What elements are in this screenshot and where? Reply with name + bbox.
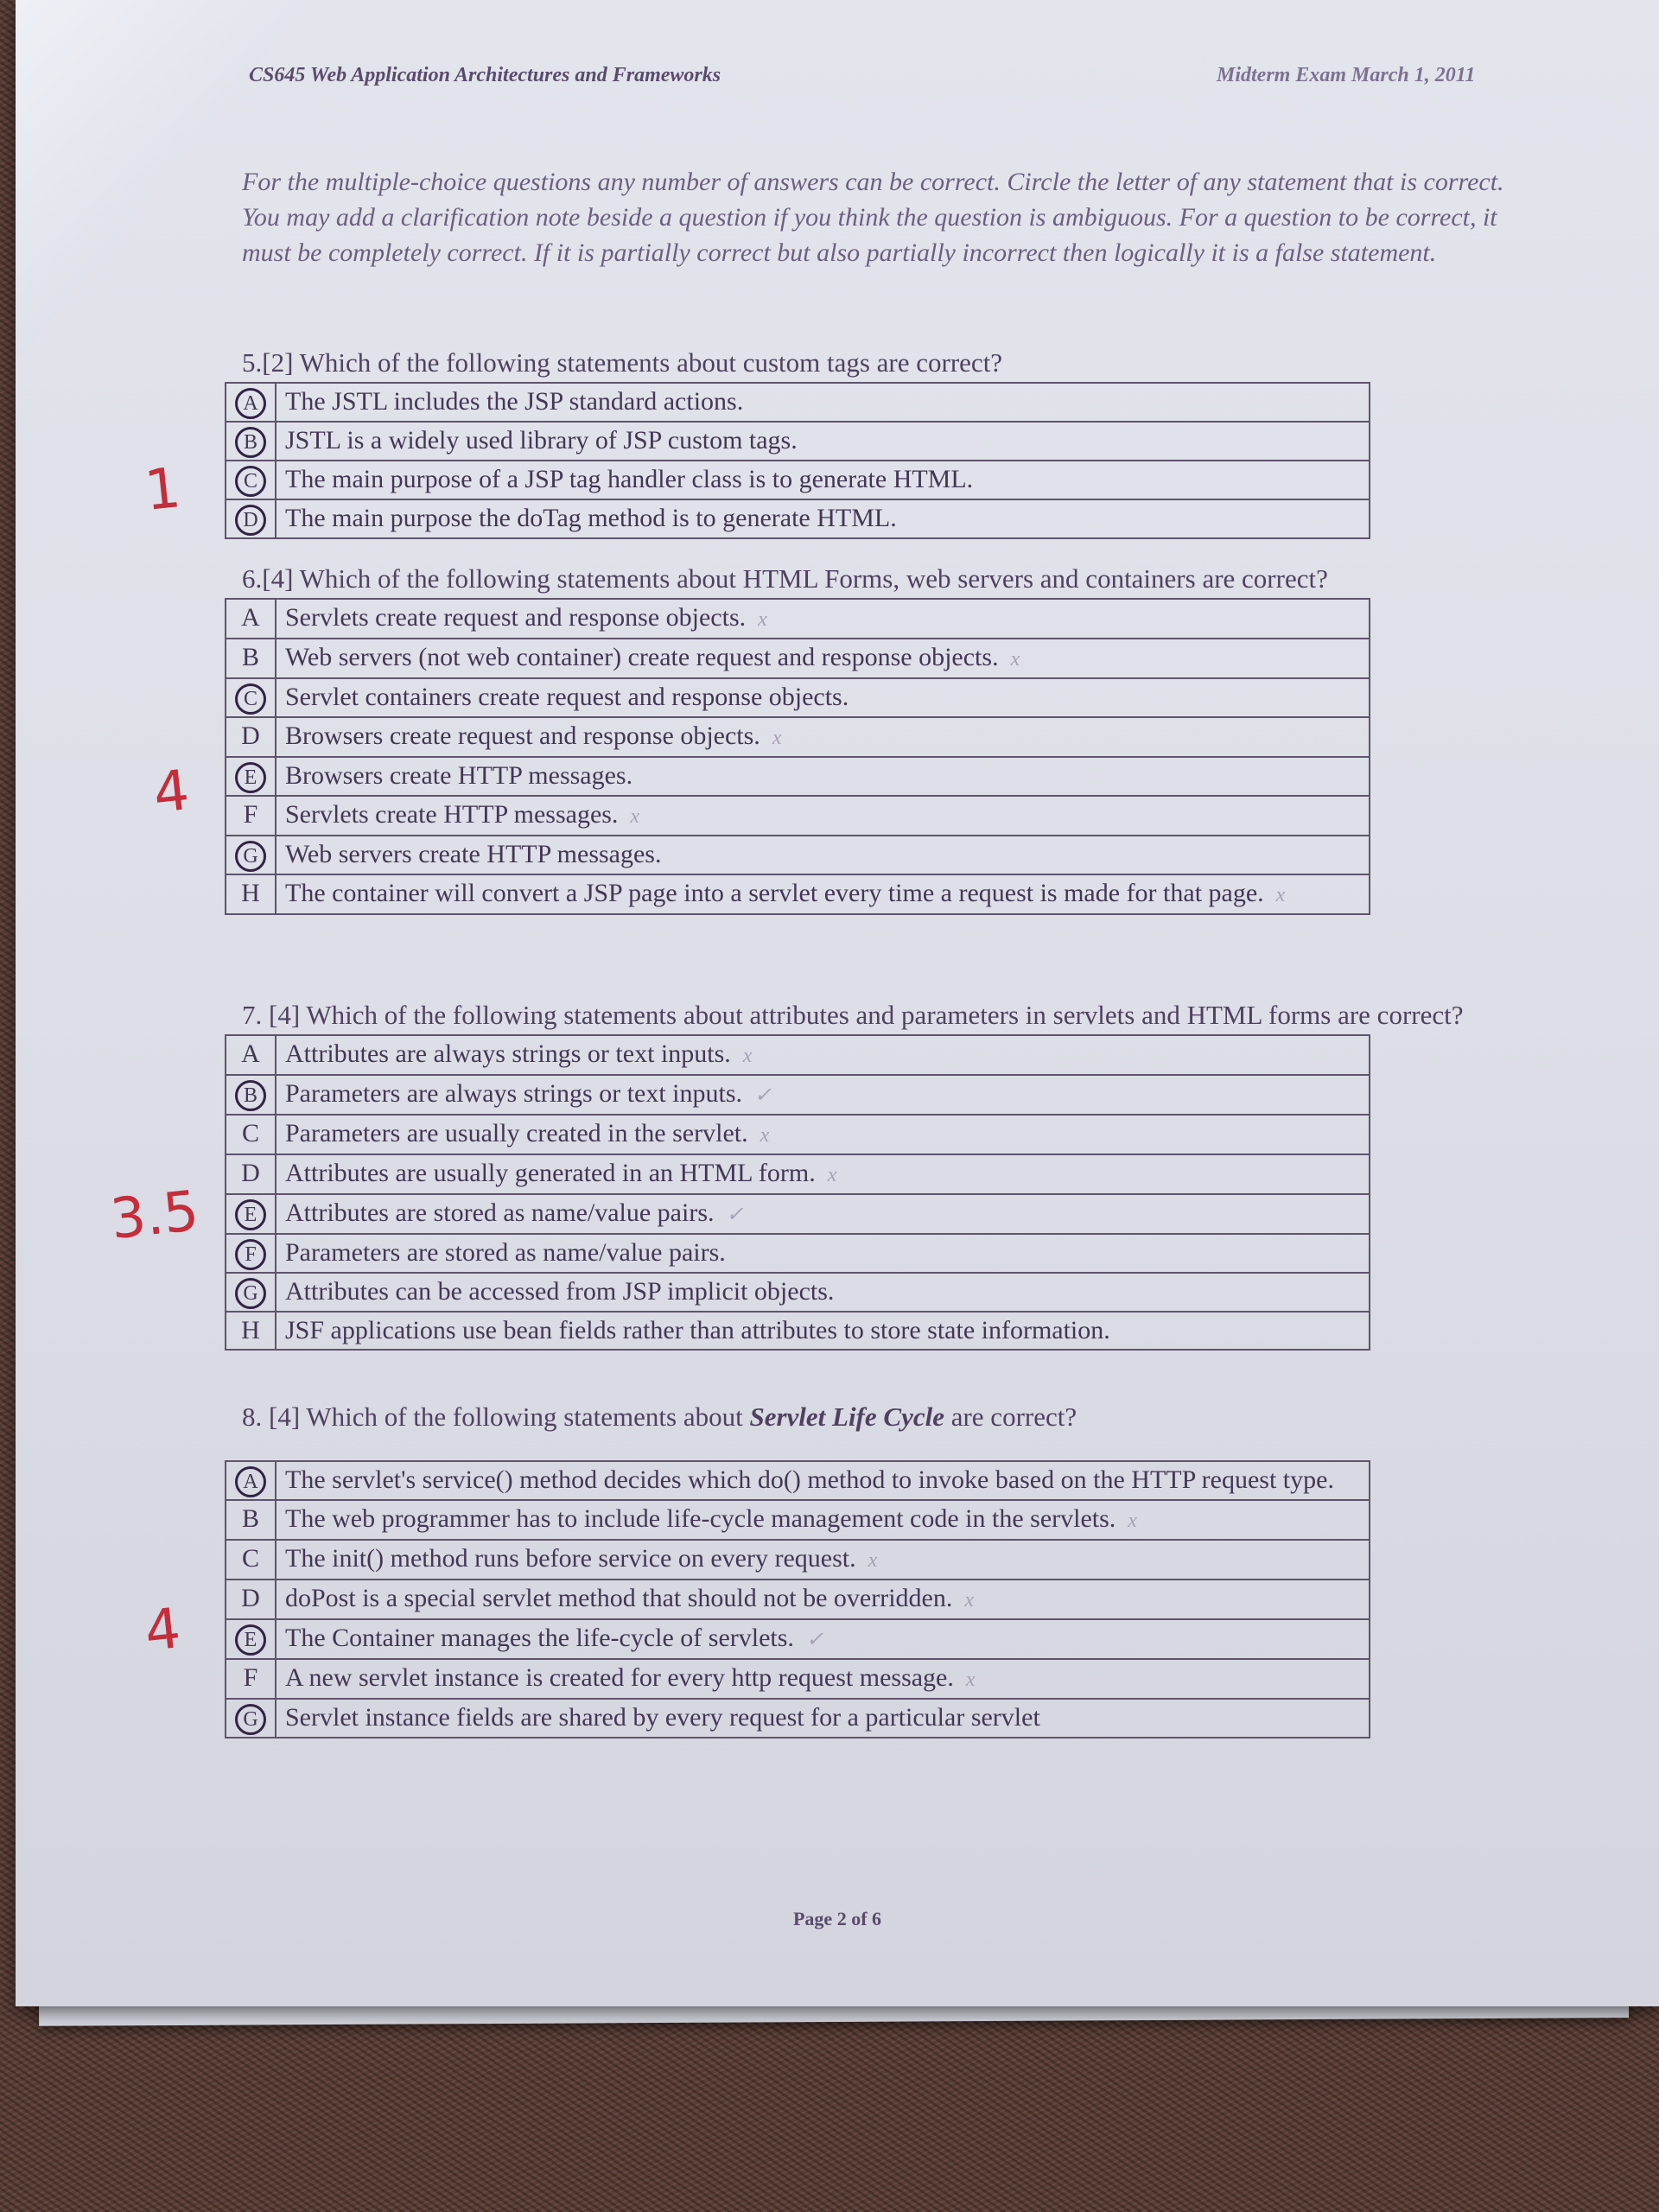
option-row [226, 836, 1370, 874]
score-mark: 4 [150, 759, 193, 826]
circled-option-letter: A [235, 1466, 266, 1497]
option-row [226, 639, 1370, 678]
grading-mark: ✓ [726, 1204, 744, 1226]
option-letter-cell[interactable] [226, 422, 276, 461]
option-row [226, 1500, 1370, 1540]
option-text: JSF applications use bean fields rather than attributes to store state information. [285, 1316, 1110, 1344]
question-title: 6.[4] Which of the following statements about HTML Forms, web servers and containers are correct? [242, 563, 1328, 594]
page-header [16, 54, 1659, 105]
course-title: CS645 Web Application Architectures and Frameworks [249, 64, 721, 86]
grading-mark: x [742, 1045, 753, 1067]
option-row [226, 1699, 1370, 1738]
option-text-cell [276, 639, 1370, 678]
option-letter: A [241, 603, 260, 632]
circled-option-letter: E [235, 1624, 266, 1656]
option-text: doPost is a special servlet method that should not be overridden. [285, 1584, 953, 1612]
option-row [226, 717, 1370, 757]
exam-title: Midterm Exam March 1, 2011 [1217, 64, 1476, 86]
option-letter-cell[interactable] [226, 757, 276, 796]
option-text: The init() method runs before service on every request. [285, 1544, 856, 1573]
option-row [226, 599, 1370, 639]
option-text-cell [276, 796, 1370, 836]
option-text: JSTL is a widely used library of JSP custom tags. [285, 426, 798, 454]
question-title: 5.[2] Which of the following statements about custom tags are correct? [242, 347, 1003, 378]
question-6 [242, 562, 1495, 915]
option-text: Web servers create HTTP messages. [285, 840, 662, 868]
option-text-cell [276, 1035, 1370, 1075]
grading-mark: x [630, 805, 640, 828]
option-text: A new servlet instance is created for every http request message. [285, 1663, 954, 1692]
instructions: For the multiple-choice questions any number of answers can be correct. Circle the letter of any statement that is correct. You may add a clarification note beside a question if you think the question is ambiguous. For a question to be correct, it must be completely correct. If it is partially correct but also partially incorrect then logically it is a false statement. [242, 168, 1504, 267]
circled-option-letter: G [235, 1278, 266, 1309]
option-letter: F [243, 1663, 258, 1692]
option-letter-cell[interactable] [226, 1540, 276, 1580]
option-text: Parameters are stored as name/value pairs. [285, 1238, 726, 1267]
option-text: The web programmer has to include life-cycle management code in the servlets. [285, 1504, 1116, 1533]
option-letter-cell[interactable] [226, 796, 276, 836]
option-text-cell [276, 599, 1370, 639]
page-number: Page 2 of 6 [792, 1908, 882, 1929]
option-letter: D [241, 1584, 260, 1612]
grading-mark: x [1275, 884, 1286, 906]
option-letter: B [241, 643, 259, 671]
option-letter-cell[interactable] [226, 1115, 276, 1154]
option-row [226, 1619, 1370, 1659]
option-text-cell [276, 1312, 1370, 1350]
option-row [226, 678, 1370, 717]
grading-mark: ✓ [805, 1629, 824, 1651]
option-text-cell [276, 1461, 1370, 1500]
option-text: Browsers create request and response objects. [285, 721, 760, 750]
option-text-cell [276, 1580, 1370, 1619]
option-row [226, 1194, 1370, 1234]
circled-option-letter: F [235, 1239, 266, 1270]
option-letter-cell[interactable] [226, 836, 276, 874]
question-8 [242, 1400, 1495, 1738]
grading-mark: x [1128, 1510, 1137, 1532]
option-letter: C [241, 1544, 259, 1573]
option-row [226, 1234, 1370, 1273]
option-text: Attributes are usually generated in an HTML form. [285, 1159, 816, 1187]
option-text: Browsers create HTTP messages. [285, 761, 633, 790]
option-row [226, 1461, 1370, 1500]
option-text-cell [276, 1500, 1370, 1540]
option-letter: A [241, 1039, 260, 1068]
score-mark: 3.5 [107, 1179, 202, 1253]
circled-option-letter: C [235, 683, 266, 715]
option-letter-cell[interactable] [226, 1699, 276, 1738]
option-text-cell [276, 1075, 1370, 1115]
option-row [226, 796, 1370, 836]
grading-mark: x [760, 1124, 770, 1147]
option-text: The servlet's service() method decides which do() method to invoke based on the HTTP request type. [285, 1465, 1334, 1494]
circled-option-letter: B [235, 1080, 266, 1111]
grading-mark: x [758, 608, 767, 631]
option-letter-cell[interactable] [226, 1194, 276, 1234]
option-row [226, 1659, 1370, 1699]
option-text-cell [276, 499, 1370, 538]
option-text: Servlets create request and response objects. [285, 603, 747, 632]
option-text: Attributes are stored as name/value pairs. [285, 1198, 715, 1227]
option-letter-cell[interactable] [226, 1580, 276, 1619]
option-letter-cell[interactable] [226, 461, 276, 499]
grading-mark: ✓ [754, 1084, 772, 1107]
option-letter-cell[interactable] [226, 678, 276, 717]
title-text: 8. [4] Which of the following statements about [242, 1402, 750, 1432]
option-text-cell [276, 1619, 1370, 1659]
option-letter-cell[interactable] [226, 1075, 276, 1115]
option-letter-cell[interactable] [226, 1659, 276, 1699]
option-text-cell [276, 1154, 1370, 1194]
option-text: The main purpose the doTag method is to generate HTML. [285, 504, 897, 532]
option-text-cell [276, 678, 1370, 717]
option-row [226, 1154, 1370, 1194]
grading-mark: x [868, 1549, 878, 1572]
option-text-cell [276, 461, 1370, 499]
option-row [226, 1035, 1370, 1075]
grading-mark: x [1010, 648, 1020, 671]
option-row [226, 1540, 1370, 1580]
question-title [242, 1400, 1495, 1434]
option-letter-cell[interactable] [226, 639, 276, 678]
option-text-cell [276, 874, 1370, 914]
option-letter-cell[interactable] [226, 1273, 276, 1312]
options-table [225, 1460, 1370, 1738]
option-row [226, 1075, 1370, 1115]
option-text: Attributes can be accessed from JSP implicit objects. [285, 1277, 835, 1306]
option-text: The main purpose of a JSP tag handler class is to generate HTML. [285, 465, 974, 493]
option-letter-cell[interactable] [226, 499, 276, 538]
option-text-cell [276, 383, 1370, 422]
option-text: Servlet instance fields are shared by every request for a particular servlet [285, 1703, 1040, 1732]
option-row [226, 1273, 1370, 1312]
option-letter: B [241, 1504, 259, 1533]
option-letter: H [241, 879, 260, 907]
score-mark: 1 [142, 456, 184, 524]
option-text-cell [276, 1659, 1370, 1699]
circled-option-letter: C [235, 466, 266, 497]
option-letter-cell[interactable] [226, 383, 276, 422]
option-text-cell [276, 1540, 1370, 1580]
option-letter: C [241, 1119, 259, 1147]
option-text: Parameters are usually created in the servlet. [285, 1119, 748, 1147]
option-text: Parameters are always strings or text inputs. [285, 1079, 743, 1108]
option-letter-cell[interactable] [226, 717, 276, 757]
option-text: Servlet containers create request and response objects. [285, 683, 849, 711]
option-letter: D [241, 721, 260, 750]
option-letter-cell[interactable] [226, 1619, 276, 1659]
option-text: The container will convert a JSP page into a servlet every time a request is made for that page. [285, 879, 1264, 907]
option-row [226, 874, 1370, 914]
question-title: 7. [4] Which of the following statements about attributes and parameters in servlets and HTML forms are correct? [242, 1000, 1464, 1030]
question-7 [242, 998, 1495, 1351]
grading-mark: x [827, 1164, 837, 1186]
option-row [226, 1312, 1370, 1350]
option-row [226, 461, 1370, 499]
question-5 [242, 346, 1495, 539]
circled-option-letter: D [235, 505, 266, 536]
option-text-cell [276, 1699, 1370, 1738]
circled-option-letter: E [235, 1199, 266, 1230]
option-row [226, 383, 1370, 422]
title-emphasis: Servlet Life Cycle [749, 1402, 944, 1432]
option-text: Web servers (not web container) create request and response objects. [285, 643, 999, 671]
circled-option-letter: B [235, 427, 266, 458]
circled-option-letter: A [235, 388, 266, 419]
option-letter-cell[interactable] [226, 1154, 276, 1194]
exam-page [16, 0, 1659, 2006]
option-letter: H [241, 1316, 260, 1344]
option-row [226, 499, 1370, 538]
option-letter-cell[interactable] [226, 1500, 276, 1540]
grading-mark: x [965, 1669, 976, 1691]
option-row [226, 757, 1370, 796]
option-text-cell [276, 1194, 1370, 1234]
option-row [226, 1580, 1370, 1619]
option-letter: D [241, 1159, 260, 1187]
option-text-cell [276, 717, 1370, 757]
option-letter-cell[interactable] [226, 1312, 276, 1350]
title-text: are correct? [944, 1402, 1077, 1432]
option-letter-cell[interactable] [226, 1461, 276, 1500]
circled-option-letter: G [235, 1704, 266, 1735]
options-table [225, 382, 1370, 539]
option-row [226, 1115, 1370, 1154]
option-text-cell [276, 1234, 1370, 1273]
option-text: The Container manages the life-cycle of servlets. [285, 1624, 794, 1652]
option-letter-cell[interactable] [226, 874, 276, 914]
option-letter-cell[interactable] [226, 1234, 276, 1273]
option-text: Servlets create HTTP messages. [285, 800, 619, 829]
option-letter-cell[interactable] [226, 1035, 276, 1075]
grading-mark: x [772, 727, 782, 749]
option-text-cell [276, 422, 1370, 461]
option-text-cell [276, 1115, 1370, 1154]
option-text-cell [276, 1273, 1370, 1312]
option-text: The JSTL includes the JSP standard actions. [285, 387, 744, 416]
options-table [225, 598, 1370, 915]
option-text-cell [276, 836, 1370, 874]
option-text-cell [276, 757, 1370, 796]
option-row [226, 422, 1370, 461]
option-letter-cell[interactable] [226, 599, 276, 639]
grading-mark: x [964, 1589, 975, 1611]
circled-option-letter: G [235, 841, 266, 872]
option-letter: F [243, 800, 258, 829]
option-text: Attributes are always strings or text inputs. [285, 1039, 731, 1068]
circled-option-letter: E [235, 762, 266, 793]
score-mark: 4 [142, 1597, 184, 1664]
options-table [225, 1034, 1370, 1351]
